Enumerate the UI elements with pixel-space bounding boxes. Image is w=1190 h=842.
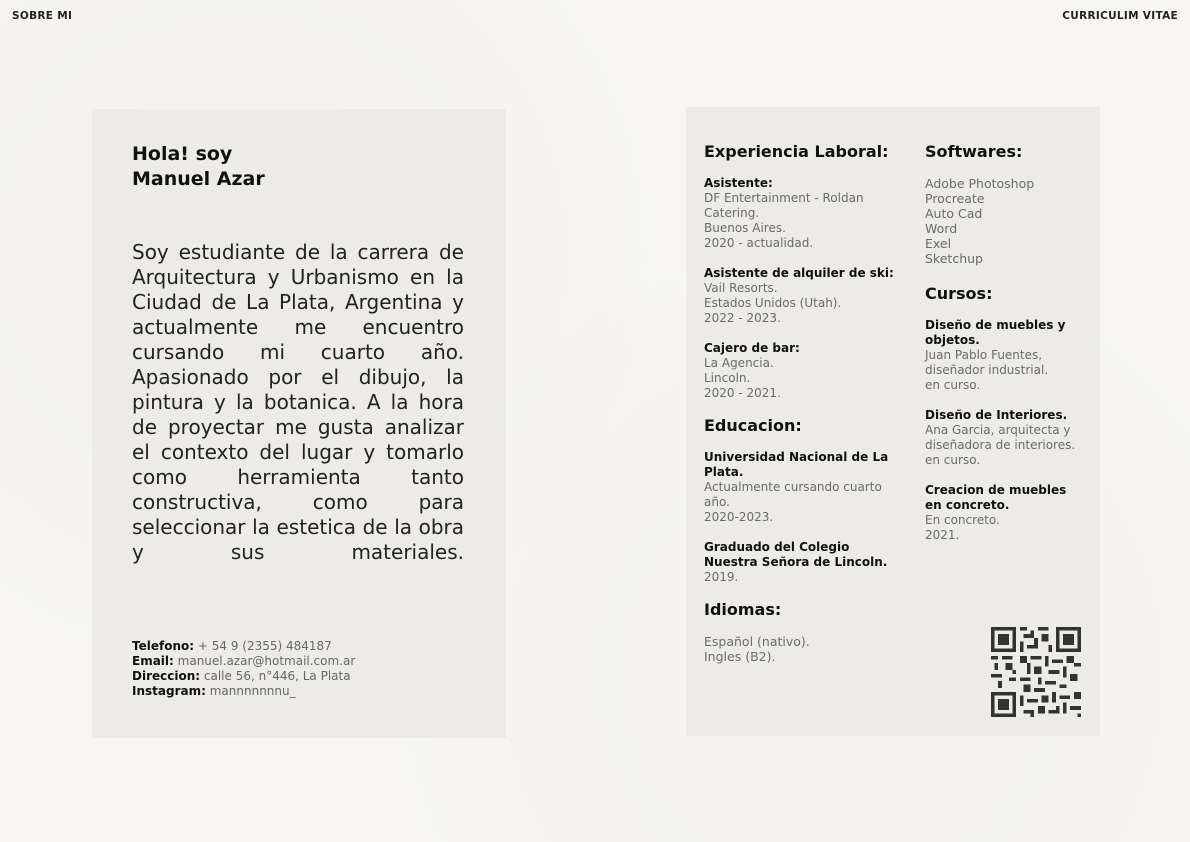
contact-info xyxy=(132,639,355,699)
contact-value: + 54 9 (2355) 484187 xyxy=(197,639,332,653)
contact-instagram xyxy=(132,684,355,699)
language-item: Español (nativo). xyxy=(704,634,810,649)
language-item: Ingles (B2). xyxy=(704,649,776,664)
greeting-line-1: Hola! soy xyxy=(132,143,233,165)
cv-panel xyxy=(686,107,1100,736)
contact-value: mannnnnnnu_ xyxy=(209,684,296,698)
software-list xyxy=(925,176,1085,266)
software-title: Softwares: xyxy=(925,142,1023,161)
about-panel xyxy=(92,109,506,738)
experience-item xyxy=(704,176,894,251)
course-item xyxy=(925,483,1085,543)
experience-item xyxy=(704,341,894,401)
entry-title: Asistente de alquiler de ski: xyxy=(704,266,894,280)
contact-email xyxy=(132,654,355,669)
entry-line: 2021. xyxy=(925,528,960,542)
education-item xyxy=(704,540,894,585)
entry-line: 2020 - 2021. xyxy=(704,386,781,400)
cv-column-right xyxy=(925,142,1085,558)
entry-line: 2019. xyxy=(704,570,739,584)
entry-line: Lincoln. xyxy=(704,371,751,385)
entry-title: Creacion de muebles en concreto. xyxy=(925,483,1067,512)
software-item: Procreate xyxy=(925,191,985,206)
course-item xyxy=(925,408,1085,468)
cv-column-left xyxy=(704,142,894,682)
entry-title: Asistente: xyxy=(704,176,773,190)
entry-title: Diseño de muebles y objetos. xyxy=(925,318,1066,347)
entry-title: Diseño de Interiores. xyxy=(925,408,1068,422)
entry-title: Cajero de bar: xyxy=(704,341,800,355)
entry-line: Vail Resorts. xyxy=(704,281,778,295)
entry-line: en curso. xyxy=(925,453,981,467)
contact-label: Telefono: xyxy=(132,639,195,653)
entry-line: Ana Garcia, arquitecta y diseñadora de interiores. xyxy=(925,423,1076,452)
entry-line: En concreto. xyxy=(925,513,1000,527)
entry-line: 2020-2023. xyxy=(704,510,774,524)
entry-line: en curso. xyxy=(925,378,981,392)
contact-label: Email: xyxy=(132,654,174,668)
entry-title: Universidad Nacional de La Plata. xyxy=(704,450,889,479)
entry-line: 2022 - 2023. xyxy=(704,311,781,325)
software-item: Auto Cad xyxy=(925,206,983,221)
software-item: Sketchup xyxy=(925,251,983,266)
contact-label: Instagram: xyxy=(132,684,206,698)
entry-line: Juan Pablo Fuentes, diseñador industrial. xyxy=(925,348,1049,377)
contact-value: manuel.azar@hotmail.com.ar xyxy=(177,654,356,668)
courses-title: Cursos: xyxy=(925,284,993,303)
software-item: Exel xyxy=(925,236,952,251)
contact-value: calle 56, n°446, La Plata xyxy=(203,669,351,683)
education-item xyxy=(704,450,894,525)
entry-title: Graduado del Colegio Nuestra Señora de Lincoln. xyxy=(704,540,888,569)
entry-line: La Agencia. xyxy=(704,356,774,370)
experience-title: Experiencia Laboral: xyxy=(704,142,889,161)
languages-list xyxy=(704,634,894,664)
curriculum-vitae-label: CURRICULIM VITAE xyxy=(1062,10,1178,22)
bio-paragraph: Soy estudiante de la carrera de Arquitectura y Urbanismo en la Ciudad de La Plata, Argentina y actualmente me encuentro cursando mi cuarto año. Apasionado por el dibujo, la pintura y la botanica. A la hora de proyectar me gusta analizar el contexto del lugar y tomarlo como herramienta tanto constructiva, como para seleccionar la estetica de la obra y sus materiales. xyxy=(132,240,464,564)
entry-line: DF Entertainment - Roldan Catering. xyxy=(704,191,864,220)
contact-address xyxy=(132,669,355,684)
entry-line: Buenos Aires. xyxy=(704,221,786,235)
course-item xyxy=(925,318,1085,393)
education-title: Educacion: xyxy=(704,416,802,435)
greeting-name: Manuel Azar xyxy=(132,168,265,190)
greeting xyxy=(132,142,265,192)
software-item: Adobe Photoshop xyxy=(925,176,1035,191)
contact-label: Direccion: xyxy=(132,669,201,683)
experience-item xyxy=(704,266,894,326)
qr-code-icon[interactable] xyxy=(991,627,1081,717)
entry-line: Actualmente cursando cuarto año. xyxy=(704,480,882,509)
software-item: Word xyxy=(925,221,958,236)
languages-title: Idiomas: xyxy=(704,600,782,619)
sobre-mi-label: SOBRE MI xyxy=(12,10,73,22)
entry-line: Estados Unidos (Utah). xyxy=(704,296,842,310)
contact-phone xyxy=(132,639,355,654)
entry-line: 2020 - actualidad. xyxy=(704,236,814,250)
